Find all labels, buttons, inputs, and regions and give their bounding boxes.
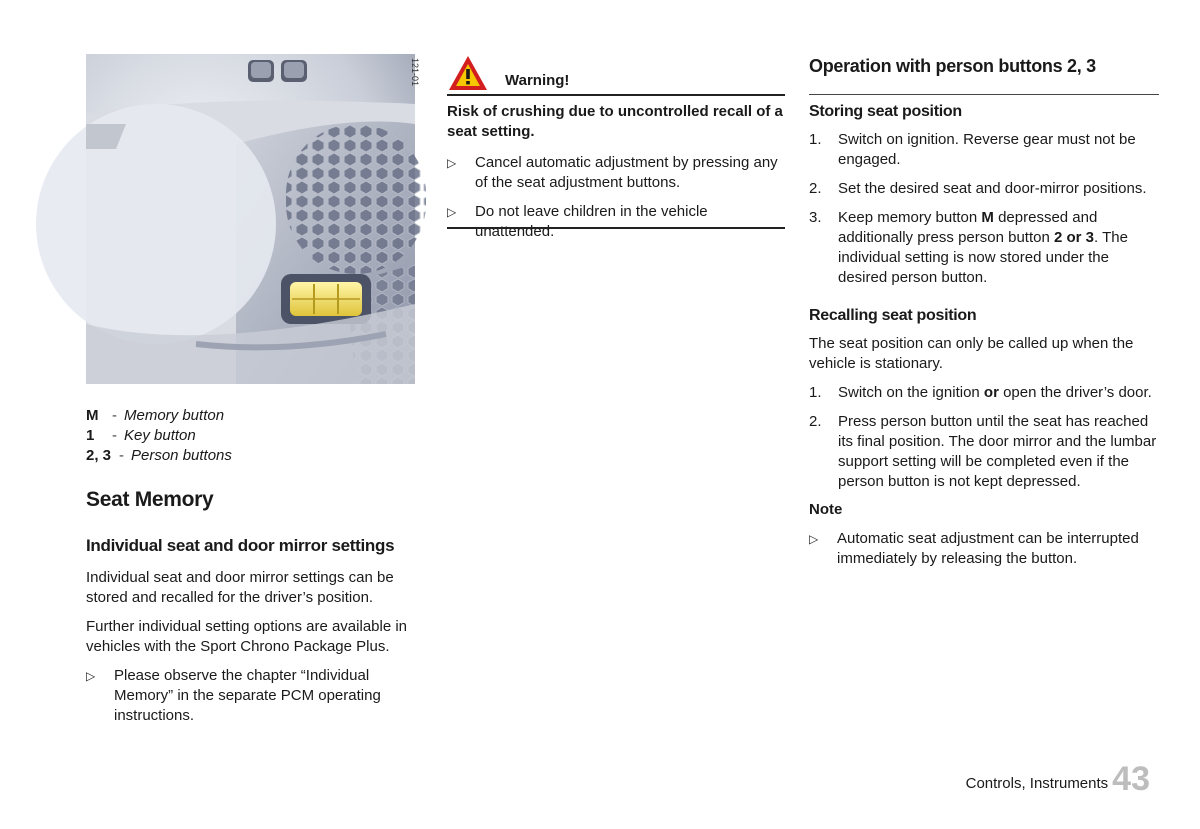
legend-item: M - Memory button bbox=[86, 407, 225, 424]
warning-lead: Risk of crushing due to uncontrolled recall of a seat setting. bbox=[447, 103, 783, 140]
legend-key: M bbox=[86, 407, 99, 424]
right-column bbox=[809, 56, 1159, 569]
page-footer bbox=[966, 762, 1150, 796]
title-rule bbox=[809, 94, 1159, 95]
warning-body bbox=[447, 102, 785, 242]
warning-header bbox=[447, 54, 785, 96]
legend-text: Person buttons bbox=[131, 447, 232, 464]
list-item: 1. Switch on ignition. Reverse gear must not be engaged. bbox=[809, 130, 1159, 170]
warning-bottom-rule bbox=[447, 227, 785, 229]
legend-key: 2, 3 bbox=[86, 447, 112, 464]
bullet-text: Cancel automatic adjustment by pressing any of the seat adjustment buttons. bbox=[475, 154, 778, 191]
legend-item: 1 - Key button bbox=[86, 427, 196, 444]
subsection-title: Individual seat and door mirror settings bbox=[86, 536, 395, 555]
list-item: 2. Press person button until the seat has reached its final position. The door mirror and the lumbar support setting will be completed even if the person button is not kept depressed. bbox=[809, 412, 1159, 492]
figure-code: 121-01 bbox=[410, 58, 420, 87]
legend-key: 1 bbox=[86, 427, 95, 444]
legend-item: 2, 3 - Person buttons bbox=[86, 447, 232, 464]
left-column-body bbox=[86, 536, 416, 726]
step-text: Set the desired seat and door-mirror positions. bbox=[838, 180, 1147, 197]
bullet-item bbox=[447, 153, 785, 193]
bullet-triangle-icon: ▷ bbox=[809, 532, 819, 546]
figure-legend bbox=[86, 406, 232, 466]
bullet-item bbox=[809, 529, 1159, 569]
warning-title: Warning! bbox=[505, 72, 570, 89]
paragraph: Further individual setting options are available in vehicles with the Sport Chrono Package Plus. bbox=[86, 618, 408, 655]
recalling-title: Recalling seat position bbox=[809, 307, 977, 324]
note-title: Note bbox=[809, 501, 843, 518]
chapter-label: Controls, Instruments bbox=[965, 775, 1109, 792]
storing-title: Storing seat position bbox=[809, 103, 962, 120]
bullet-triangle-icon: ▷ bbox=[447, 156, 457, 170]
bullet-item bbox=[447, 202, 785, 242]
list-item: 3. Keep memory button M depressed and additionally press person button 2 or 3. The individual setting is now stored under the desired person button. bbox=[809, 208, 1159, 288]
legend-text: Memory button bbox=[124, 407, 225, 424]
section-title: Seat Memory bbox=[86, 488, 214, 511]
step-text: Switch on the ignition or open the driver’s door. bbox=[838, 384, 1152, 401]
list-item: 1. Switch on the ignition or open the driver’s door. bbox=[809, 384, 1152, 401]
bullet-text: Do not leave children in the vehicle unattended. bbox=[475, 203, 708, 240]
paragraph: Individual seat and door mirror settings can be stored and recalled for the driver’s position. bbox=[86, 569, 394, 606]
door-panel-photo bbox=[86, 54, 420, 384]
bullet-text: Please observe the chapter “Individual Memory” in the separate PCM operating instructions. bbox=[114, 667, 381, 724]
paragraph: The seat position can only be called up when the vehicle is stationary. bbox=[809, 335, 1134, 372]
page-number: 43 bbox=[1112, 760, 1150, 798]
bullet-item bbox=[86, 666, 416, 726]
warning-triangle-icon bbox=[447, 54, 489, 92]
step-text: Keep memory button M depressed and additionally press person button 2 or 3. The individual setting is now stored under the desired person button. bbox=[838, 209, 1128, 286]
list-item: 2. Set the desired seat and door-mirror positions. bbox=[809, 180, 1147, 197]
bullet-triangle-icon: ▷ bbox=[447, 205, 457, 219]
operation-title: Operation with person buttons 2, 3 bbox=[809, 56, 1096, 76]
step-text: Press person button until the seat has reached its final position. The door mirror and the lumbar support setting will be completed even if the person button is not kept depressed. bbox=[838, 413, 1157, 490]
bullet-text: Automatic seat adjustment can be interrupted immediately by releasing the button. bbox=[837, 530, 1139, 567]
step-text: Switch on ignition. Reverse gear must not be engaged. bbox=[838, 131, 1136, 168]
bullet-triangle-icon: ▷ bbox=[86, 669, 96, 683]
legend-text: Key button bbox=[124, 427, 196, 444]
